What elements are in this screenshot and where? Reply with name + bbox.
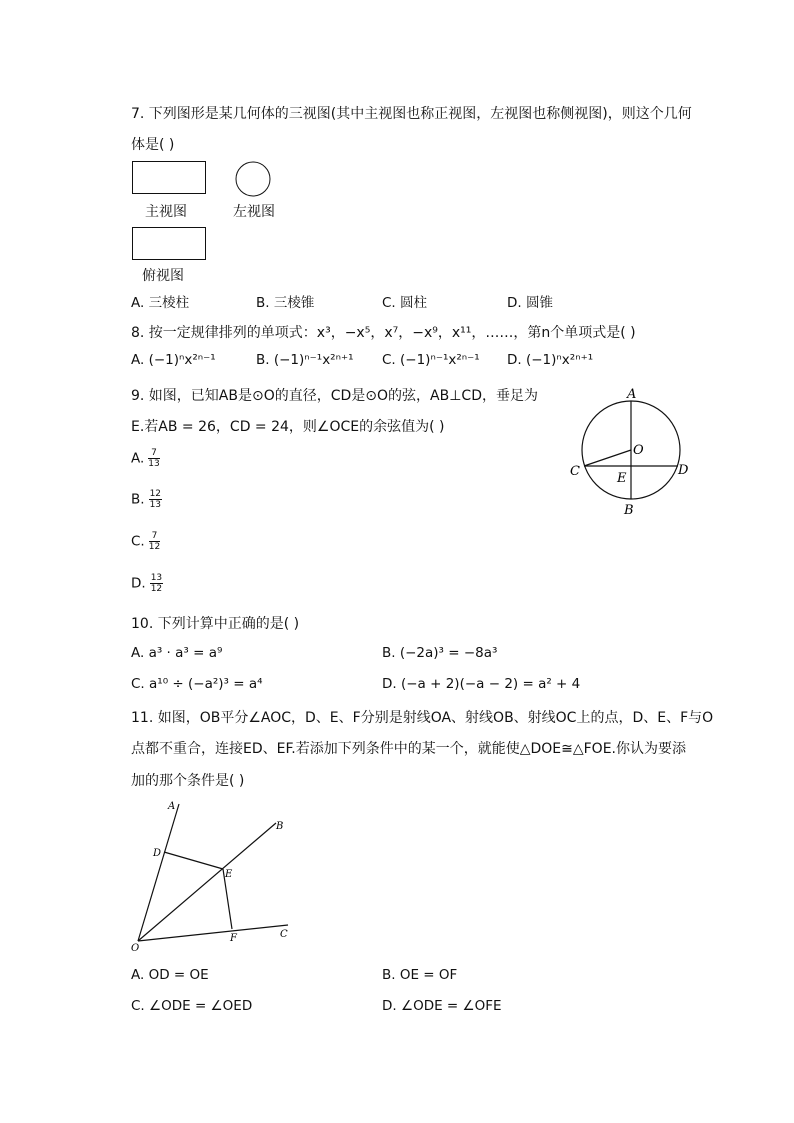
- q10-option-a: A. a³ · a³ = a⁹: [131, 645, 223, 661]
- front-view-rectangle: [132, 161, 206, 194]
- q9-stem-line2: E.若AB = 26，CD = 24，则∠OCE的余弦值为( ): [131, 419, 445, 435]
- q9-option-b: B. $\frac{12}{13}$: [131, 489, 162, 510]
- q10-stem: 10. 下列计算中正确的是( ): [131, 616, 300, 632]
- q7-option-c: C. 圆柱: [382, 295, 428, 311]
- q9-circle-figure: [560, 380, 700, 520]
- q11-stem-line1: 11. 如图，OB平分∠AOC，D、E、F分别是射线OA、射线OB、射线OC上的点，D、E、F与O: [131, 710, 714, 726]
- q10-option-d: D. (−a + 2)(−a − 2) = a² + 4: [382, 676, 581, 692]
- q11-label-b: B: [276, 821, 284, 832]
- q9-label-b: B: [624, 503, 634, 518]
- q9-option-a: A. $\frac{7}{13}$: [131, 448, 160, 469]
- q9-label-a: A: [627, 387, 637, 402]
- q11-stem-line3: 加的那个条件是( ): [131, 773, 245, 789]
- q11-label-o: O: [131, 943, 140, 954]
- q7-stem-line1: 7. 下列图形是某几何体的三视图(其中主视图也称正视图，左视图也称侧视图)，则这个几何: [131, 106, 692, 122]
- q11-label-f: F: [230, 933, 237, 944]
- q10-option-c: C. a¹⁰ ÷ (−a²)³ = a⁴: [131, 676, 263, 692]
- q9-label-e: E: [617, 471, 627, 486]
- q8-option-b: B. (−1)ⁿ⁻¹x²ⁿ⁺¹: [256, 352, 354, 368]
- q9-stem-line1: 9. 如图，已知AB是⊙O的直径，CD是⊙O的弦，AB⊥CD，垂足为: [131, 388, 538, 404]
- q11-label-e: E: [225, 869, 233, 880]
- q8-option-a: A. (−1)ⁿx²ⁿ⁻¹: [131, 352, 216, 368]
- q11-label-d: D: [153, 848, 162, 859]
- left-view-circle: [234, 160, 272, 198]
- q9-label-o: O: [633, 443, 644, 458]
- top-view-label: 俯视图: [142, 268, 184, 284]
- q9-option-d: D. $\frac{13}{12}$: [131, 573, 163, 594]
- q11-angle-figure: [126, 797, 298, 957]
- q9-label-c: C: [570, 464, 580, 479]
- q9-label-d: D: [678, 463, 689, 478]
- q11-label-c: C: [280, 929, 288, 940]
- q8-option-d: D. (−1)ⁿx²ⁿ⁺¹: [507, 352, 594, 368]
- q11-label-a: A: [168, 801, 176, 812]
- q11-option-c: C. ∠ODE = ∠OED: [131, 998, 253, 1014]
- q11-option-b: B. OE = OF: [382, 967, 458, 983]
- q7-option-b: B. 三棱锥: [256, 295, 315, 311]
- q11-stem-line2: 点都不重合，连接ED、EF.若添加下列条件中的某一个，就能使△DOE≅△FOE.你认为要添: [131, 741, 687, 757]
- q11-option-a: A. OD = OE: [131, 967, 209, 983]
- q9-option-c: C. $\frac{7}{12}$: [131, 531, 161, 552]
- front-view-label: 主视图: [145, 204, 187, 220]
- left-view-label: 左视图: [233, 204, 275, 220]
- top-view-rectangle: [132, 227, 206, 260]
- q7-option-d: D. 圆锥: [507, 295, 553, 311]
- q7-stem-line2: 体是( ): [131, 137, 175, 153]
- q7-option-a: A. 三棱柱: [131, 295, 190, 311]
- q8-stem: 8. 按一定规律排列的单项式：x³，−x⁵，x⁷，−x⁹，x¹¹，……，第n个单项式是( ): [131, 325, 636, 341]
- q8-option-c: C. (−1)ⁿ⁻¹x²ⁿ⁻¹: [382, 352, 480, 368]
- q10-option-b: B. (−2a)³ = −8a³: [382, 645, 498, 661]
- q11-option-d: D. ∠ODE = ∠OFE: [382, 998, 502, 1014]
